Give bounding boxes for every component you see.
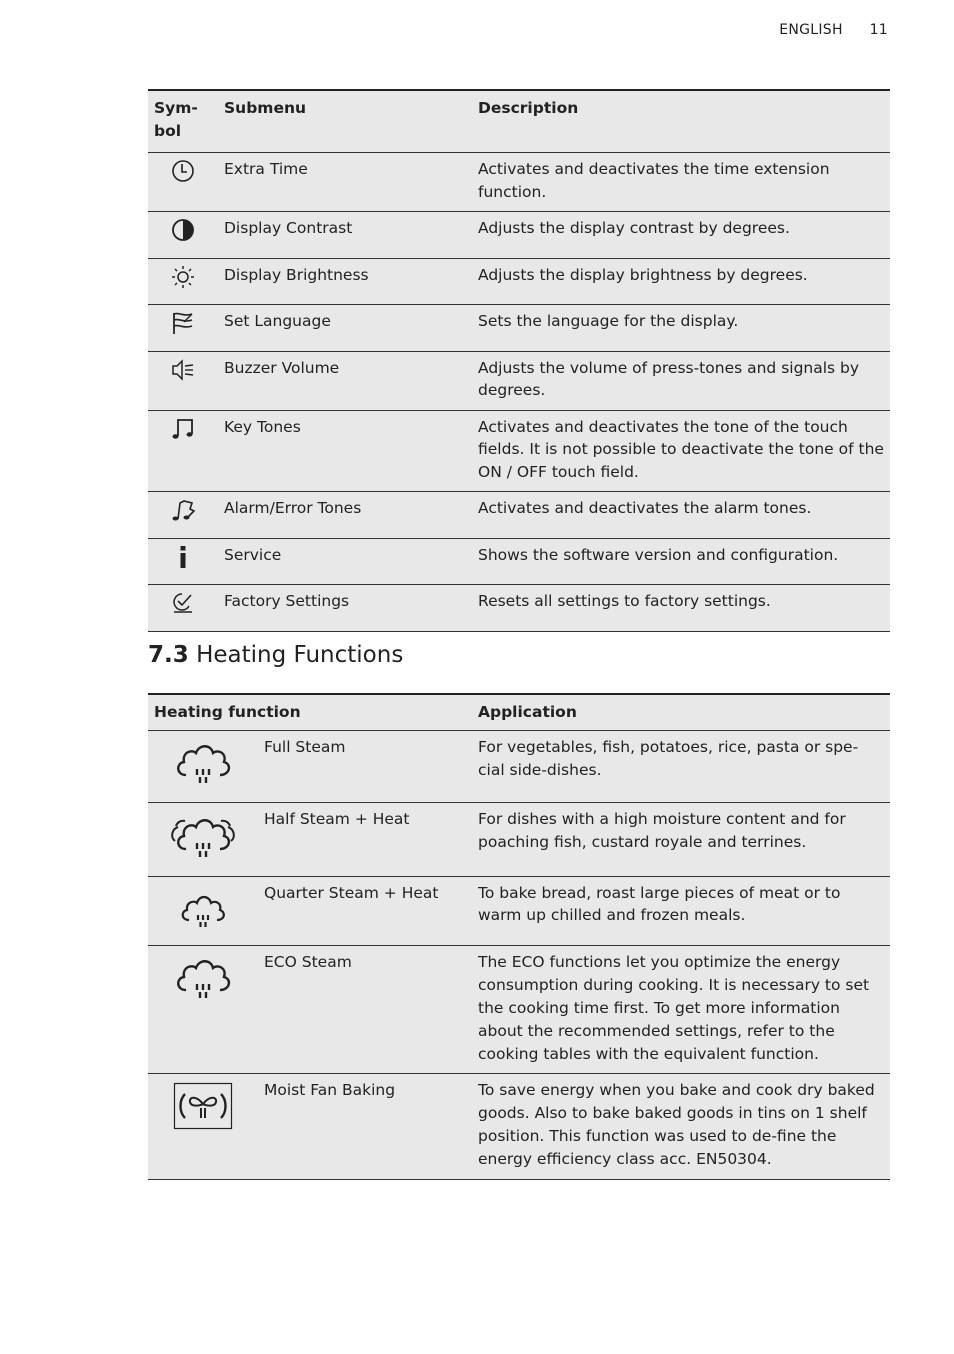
heating-function-name: Full Steam (258, 731, 472, 803)
submenu-table (148, 89, 890, 632)
submenu-description: Activates and deactivates the tone of the touch fields. It is not possible to deactivate the tone of the ON / OFF touch field. (472, 410, 890, 492)
submenu-description: Sets the language for the display. (472, 305, 890, 352)
table-row (148, 802, 890, 876)
half-steam-heat-icon (167, 811, 239, 861)
heating-function-name: ECO Steam (258, 946, 472, 1074)
heating-function-application: The ECO functions let you optimize the energy consumption during cooking. It is necessary to set the cooking time first. To get more information about the recommended settings, refer to the cooking tables with the equivalent function. (472, 946, 890, 1074)
language-label: ENGLISH (779, 22, 843, 38)
moist-fan-baking-icon (173, 1082, 233, 1130)
table-row (148, 351, 890, 410)
submenu-name: Factory Settings (218, 585, 472, 632)
page-header (779, 22, 888, 38)
heating-function-name: Quarter Steam + Heat (258, 876, 472, 946)
section-title (148, 642, 403, 668)
clock-icon (170, 158, 196, 184)
table-row (148, 731, 890, 803)
submenu-name: Buzzer Volume (218, 351, 472, 410)
table-row (148, 258, 890, 305)
heating-function-application: For vegetables, fish, potatoes, rice, pasta or spe-cial side-dishes. (472, 731, 890, 803)
heating-function-application: To bake bread, roast large pieces of meat or to warm up chilled and frozen meals. (472, 876, 890, 946)
full-steam-icon (172, 739, 234, 787)
flag-icon (170, 310, 196, 336)
heating-function-application: To save energy when you bake and cook dry baked goods. Also to bake baked goods in tins on 1 shelf position. This function was used to de-fine the energy efficiency class acc. EN50304. (472, 1074, 890, 1179)
table-row (148, 538, 890, 585)
header-submenu: Submenu (218, 90, 472, 153)
table-row (148, 212, 890, 259)
header-symbol: Sym- bol (148, 90, 218, 153)
submenu-description: Activates and deactivates the alarm tones. (472, 492, 890, 539)
table-row (148, 946, 890, 1074)
section-heading: Heating Functions (196, 642, 404, 668)
factory-reset-icon (170, 590, 196, 616)
table-row (148, 585, 890, 632)
submenu-description: Shows the software version and configuration. (472, 538, 890, 585)
table-header-row (148, 90, 890, 153)
submenu-name: Set Language (218, 305, 472, 352)
submenu-name: Service (218, 538, 472, 585)
table-row (148, 876, 890, 946)
table-row (148, 153, 890, 212)
heating-function-name: Moist Fan Baking (258, 1074, 472, 1179)
header-description: Description (472, 90, 890, 153)
submenu-description: Adjusts the volume of press-tones and signals by degrees. (472, 351, 890, 410)
submenu-name: Extra Time (218, 153, 472, 212)
submenu-description: Resets all settings to factory settings. (472, 585, 890, 632)
page-number: 11 (869, 22, 888, 38)
header-application: Application (472, 694, 890, 731)
alarm-tone-icon (170, 497, 196, 523)
heating-function-name: Half Steam + Heat (258, 802, 472, 876)
submenu-name: Alarm/Error Tones (218, 492, 472, 539)
submenu-name: Display Contrast (218, 212, 472, 259)
table-header-row (148, 694, 890, 731)
brightness-icon (170, 264, 196, 290)
submenu-description: Activates and deactivates the time extension function. (472, 153, 890, 212)
table-row (148, 305, 890, 352)
submenu-name: Key Tones (218, 410, 472, 492)
header-heating-function: Heating function (148, 694, 472, 731)
table-row (148, 492, 890, 539)
submenu-description: Adjusts the display contrast by degrees. (472, 212, 890, 259)
section-number: 7.3 (148, 642, 189, 668)
submenu-description: Adjusts the display brightness by degrees. (472, 258, 890, 305)
table-row (148, 410, 890, 492)
speaker-icon (170, 357, 196, 383)
eco-steam-icon (172, 954, 234, 1002)
table-row (148, 1074, 890, 1179)
heating-function-application: For dishes with a high moisture content and for poaching fish, custard royale and terrines. (472, 802, 890, 876)
contrast-icon (170, 217, 196, 243)
submenu-name: Display Brightness (218, 258, 472, 305)
quarter-steam-heat-icon (178, 891, 228, 931)
info-icon (170, 544, 196, 570)
music-note-icon (170, 416, 196, 442)
heating-functions-table (148, 693, 890, 1180)
